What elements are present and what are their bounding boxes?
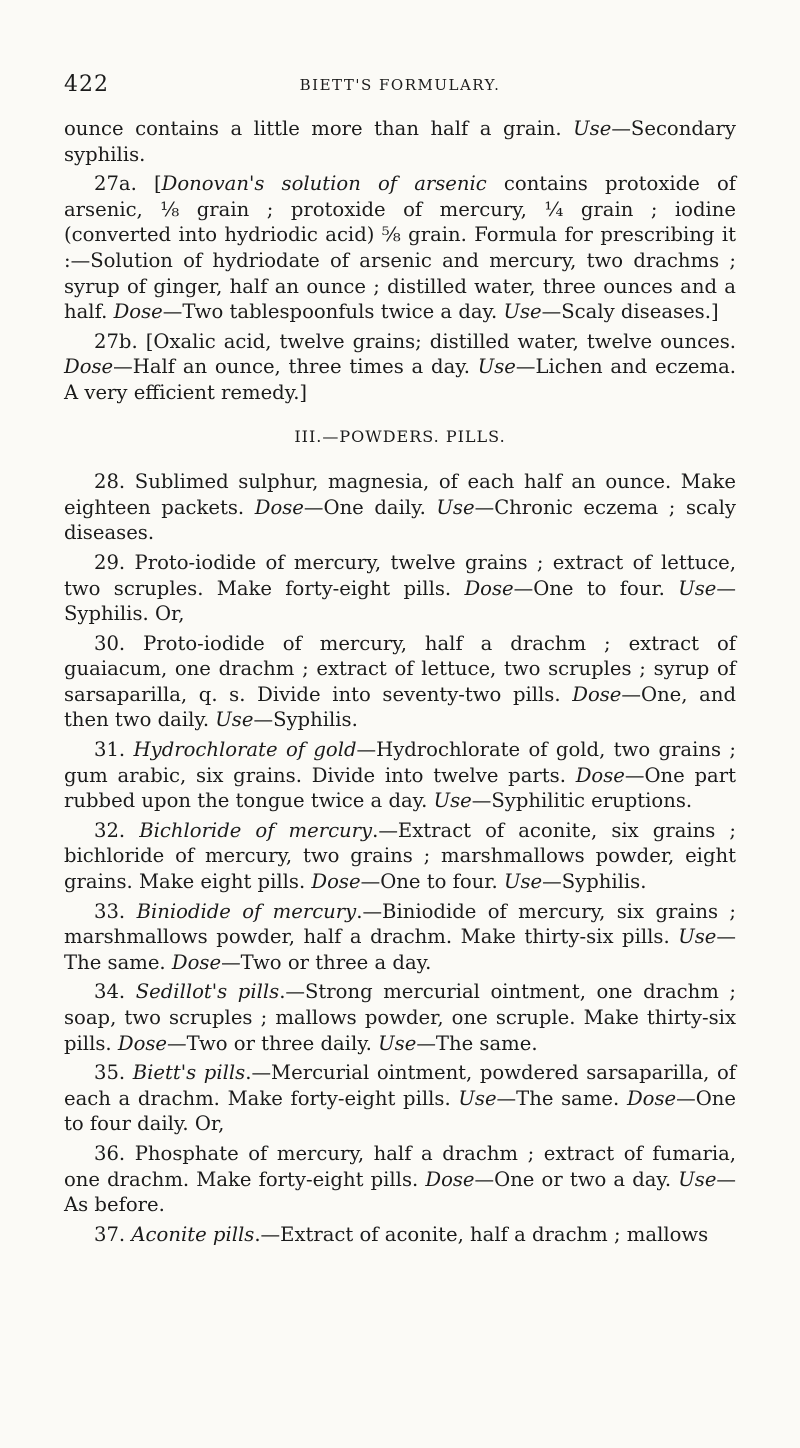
paragraph-text: .—Mercurial ointment, powdered sarsaparilla, of each a drachm. Make forty-eight pills. <box>64 1061 737 1110</box>
dose-text: —One or two a day. <box>474 1167 679 1191</box>
dose-text: —Half an ounce, three times a day. <box>113 355 478 379</box>
use-label: Use <box>378 1031 417 1055</box>
paragraph-text: .—Extract of aconite, six grains ; bichloride of mercury, two grains ; marshmallows powder, eight grains. Make eight pills. <box>64 818 736 894</box>
paragraph-number: 35. <box>94 1061 126 1085</box>
paragraph-title: Sedillot's pills <box>135 980 280 1004</box>
dose-label: Dose <box>626 1086 677 1110</box>
use-label: Use <box>458 1086 497 1110</box>
use-label: Use <box>573 117 612 140</box>
paragraph-text: Phosphate of mercury, half a drachm ; extract of fumaria, one drachm. Make forty-eight pills. <box>64 1141 736 1191</box>
paragraph-number: 27b. <box>94 329 138 353</box>
paragraph-text: Proto-iodide of mercury, twelve grains ; extract of lettuce, two scruples. Make forty-eight pills. <box>64 550 736 600</box>
use-text: —Syphilis. <box>253 708 358 732</box>
use-label: Use <box>678 925 717 949</box>
dose-label: Dose <box>117 1031 168 1055</box>
continued-paragraph <box>64 116 736 167</box>
dose-text: —Two or three daily. <box>167 1031 379 1055</box>
use-text: —Syphilis. <box>542 870 647 894</box>
page-number: 422 <box>64 72 109 97</box>
paragraph-33 <box>64 899 736 976</box>
use-text: —Chronic eczema ; scaly diseases. <box>64 495 737 545</box>
paragraph-text: Proto-iodide of mercury, half a drachm ; extract of guaiacum, one drachm ; extract of lettuce, two scruples ; syrup of sarsaparilla, q. s. Divide into seventy-two pills. <box>64 631 736 706</box>
page-header <box>64 64 736 98</box>
paragraph-number: 27a. [ <box>94 172 162 196</box>
dose-label: Dose <box>113 300 163 324</box>
paragraph-number: 33. <box>94 899 126 923</box>
paragraph-27a <box>64 171 736 325</box>
paragraph-text: .—Biniodide of mercury, six grains ; marshmallows powder, half a drachm. Make thirty-six pills. <box>64 899 736 949</box>
use-text: —The same. <box>64 925 736 974</box>
paragraph-number: 29. <box>94 550 126 574</box>
paragraph-36 <box>64 1141 736 1218</box>
use-text: —Secondary syphilis. <box>64 117 736 166</box>
page-body <box>64 116 736 1247</box>
paragraph-number: 37. <box>94 1222 126 1246</box>
paragraph-title: Donovan's solution of arsenic <box>161 172 487 196</box>
paragraph-28 <box>64 469 736 546</box>
section-heading: III.—POWDERS. PILLS. <box>294 426 506 446</box>
paragraph-32 <box>64 818 736 895</box>
paragraph-35 <box>64 1060 736 1137</box>
use-label: Use <box>215 708 254 732</box>
dose-text: —One daily. <box>303 495 437 519</box>
dose-text: —One to four. <box>513 576 679 600</box>
paragraph-number: 31. <box>94 738 126 762</box>
paragraph-number: 30. <box>94 631 126 655</box>
dose-label: Dose <box>311 870 361 894</box>
use-text: —Syphilitic eruptions. <box>471 789 693 813</box>
dose-text: —One, and then two daily. <box>64 682 736 732</box>
paragraph-text: [Oxalic acid, twelve grains; distilled water, twelve ounces. <box>137 329 736 353</box>
use-label: Use <box>678 1167 717 1191</box>
use-text: —As before. <box>64 1167 737 1217</box>
paragraph-37 <box>64 1222 736 1248</box>
dose-label: Dose <box>572 682 622 706</box>
use-text: —Syphilis. Or, <box>64 576 736 626</box>
use-label: Use <box>503 300 542 324</box>
use-label: Use <box>477 355 516 379</box>
paragraph-title: Aconite pills <box>131 1222 255 1246</box>
paragraph-34 <box>64 979 736 1056</box>
paragraph-title: Biett's pills <box>132 1061 246 1085</box>
dose-label: Dose <box>425 1167 475 1191</box>
dose-text: —Two or three a day. <box>221 950 432 974</box>
paragraph-title: Hydrochlorate of gold <box>133 738 357 762</box>
use-text: —Lichen and eczema. A very efficient remedy.] <box>64 355 736 404</box>
dose-text: —One to four. <box>360 870 504 894</box>
dose-label: Dose <box>575 763 625 787</box>
use-text: —Scaly diseases.] <box>541 300 719 324</box>
paragraph-title: Biniodide of mercury <box>136 899 357 923</box>
dose-text: —One part rubbed upon the tongue twice a day. <box>64 763 736 813</box>
paragraph-number: 36. <box>94 1141 126 1165</box>
paragraph-30 <box>64 631 736 733</box>
paragraph-number: 34. <box>94 980 126 1004</box>
paragraph-text: ounce contains a little more than half a grain. <box>64 117 574 140</box>
paragraph-number: 28. <box>94 470 126 494</box>
use-label: Use <box>503 870 543 894</box>
dose-label: Dose <box>64 355 114 379</box>
use-label: Use <box>433 789 472 813</box>
use-label: Use <box>678 576 717 600</box>
dose-label: Dose <box>171 950 222 974</box>
use-text: —The same. <box>416 1031 538 1055</box>
dose-label: Dose <box>254 495 304 519</box>
dose-text: —Two tablespoonfuls twice a day. <box>162 300 504 324</box>
paragraph-number: 32. <box>94 818 126 842</box>
paragraph-text: contains protoxide of arsenic, ⅛ grain ; protoxide of mercury, ¼ grain ; iodine (converted into hydriodic acid) ⅝ grain. Formula for prescribing it :—Solution of hydriodate of arsenic and mercury, two drachms ; syrup of ginger, half an ounce ; distilled water, three ounces and a half. <box>64 172 737 324</box>
paragraph-31 <box>64 737 736 814</box>
paragraph-29 <box>64 550 736 627</box>
dose-text: —One to four daily. Or, <box>64 1086 736 1136</box>
running-head: BIETT'S FORMULARY. <box>299 76 501 94</box>
paragraph-text: .—Strong mercurial ointment, one drachm ; soap, two scruples ; mallows powder, one scruple. Make thirty-six pills. <box>64 980 736 1055</box>
use-label: Use <box>436 495 475 519</box>
dose-label: Dose <box>464 576 514 600</box>
use-text: —The same. <box>496 1086 627 1110</box>
paragraph-title: Bichloride of mercury <box>139 818 373 842</box>
paragraph-text: Sublimed sulphur, magnesia, of each half an ounce. Make eighteen packets. <box>64 470 736 519</box>
paragraph-text: —Hydrochlorate of gold, two grains ; gum arabic, six grains. Divide into twelve parts. <box>64 738 736 787</box>
paragraph-27b <box>64 329 736 406</box>
paragraph-text: .—Extract of aconite, half a drachm ; mallows <box>254 1222 709 1246</box>
